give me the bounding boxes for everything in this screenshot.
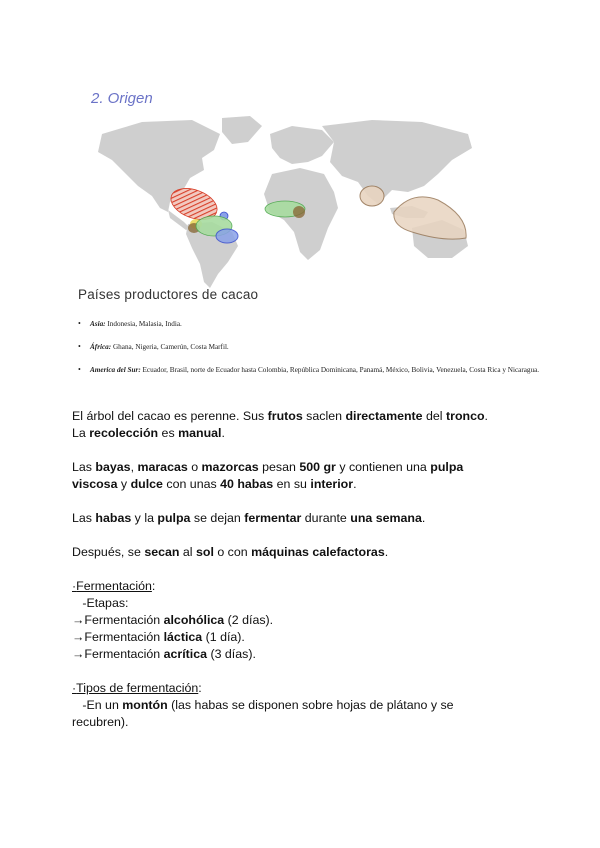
types-line: -En un montón (las habas se disponen sobre hojas de plátano y se	[72, 698, 454, 712]
paragraph-fruit-cont: viscosa y dulce con unas 40 habas en su interior.	[72, 477, 357, 491]
map-caption: Países productores de cacao	[78, 287, 259, 302]
list-item	[78, 340, 578, 354]
region-countries: Ghana, Nigeria, Camerún, Costa Marfil.	[111, 343, 229, 351]
india-region	[360, 186, 384, 206]
paragraph-tree: El árbol del cacao es perenne. Sus frutos saclen directamente del tronco.	[72, 409, 488, 423]
producer-regions-list	[78, 317, 578, 386]
cameroon-region	[293, 206, 305, 218]
paragraph-drying: Después, se secan al sol o con máquinas calefactoras.	[72, 545, 389, 559]
fermentation-heading: ·Fermentación:	[72, 579, 156, 593]
list-item	[78, 317, 578, 331]
stages-label: -Etapas:	[72, 596, 129, 610]
stage-item: →Fermentación acrítica (3 días).	[72, 647, 256, 661]
paragraph-ferment: Las habas y la pulpa se dejan fermentar durante una semana.	[72, 511, 426, 525]
section-heading: 2. Origen	[91, 90, 153, 107]
paragraph-fruit: Las bayas, maracas o mazorcas pesan 500 gr y contienen una pulpa	[72, 460, 464, 474]
document-body	[72, 408, 552, 731]
paragraph-harvest: La recolección es manual.	[72, 426, 225, 440]
stage-item: →Fermentación alcohólica (2 días).	[72, 613, 274, 627]
region-name: África:	[90, 343, 112, 351]
stage-item: →Fermentación láctica (1 día).	[72, 630, 245, 644]
region-countries: Indonesia, Malasia, India.	[105, 320, 182, 328]
list-item	[78, 363, 578, 377]
region-name: Asia:	[90, 320, 106, 328]
types-line-cont: recubren).	[72, 715, 129, 729]
region-name: America del Sur:	[90, 366, 141, 374]
bolivia-region	[216, 229, 238, 243]
world-map-figure	[72, 112, 484, 290]
region-countries: Ecuador, Brasil, norte de Ecuador hasta Colombia, República Dominicana, Panamá, México, Bolivia, Venezuela, Costa Rica y Nicaragua.	[140, 366, 540, 374]
types-heading: ·Tipos de fermentación:	[72, 681, 202, 695]
